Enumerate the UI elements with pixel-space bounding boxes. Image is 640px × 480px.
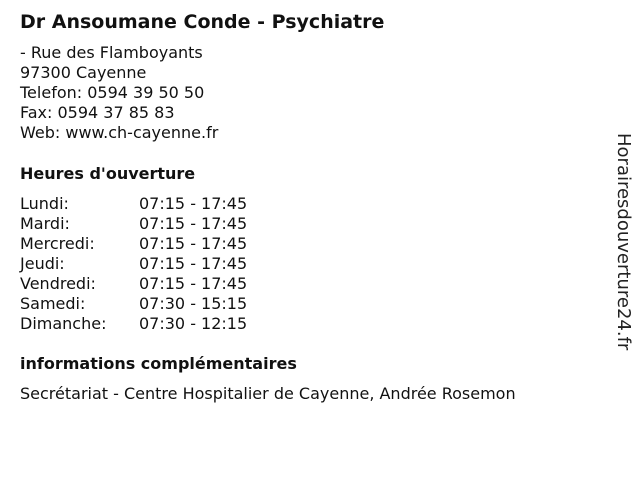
hours-row-wednesday [20,234,247,254]
hours-day: Vendredi: [20,274,96,293]
fax-line: Fax: 0594 37 85 83 [20,103,175,122]
hours-time: 07:30 - 15:15 [139,294,248,313]
web-line: Web: www.ch-cayenne.fr [20,123,219,142]
additional-info-heading: informations complémentaires [20,354,297,373]
hours-day: Lundi: [20,194,69,213]
hours-time: 07:15 - 17:45 [139,214,248,233]
address-block [20,43,218,143]
hours-day: Mercredi: [20,234,95,253]
phone-line: Telefon: 0594 39 50 50 [20,83,205,102]
hours-row-friday [20,274,247,294]
hours-time: 07:15 - 17:45 [139,194,248,213]
opening-hours-heading: Heures d'ouverture [20,164,196,183]
hours-time: 07:15 - 17:45 [139,254,248,273]
hours-day: Mardi: [20,214,70,233]
hours-time: 07:15 - 17:45 [139,274,248,293]
additional-info-text: Secrétariat - Centre Hospitalier de Cayenne, Andrée Rosemon [20,384,516,403]
city-line: 97300 Cayenne [20,63,147,82]
hours-row-monday [20,194,247,214]
hours-row-tuesday [20,214,247,234]
hours-row-sunday [20,314,247,334]
hours-day: Dimanche: [20,314,107,333]
page-title: Dr Ansoumane Conde - Psychiatre [20,11,385,33]
hours-day: Samedi: [20,294,86,313]
hours-row-saturday [20,294,247,314]
hours-time: 07:15 - 17:45 [139,234,248,253]
opening-hours-table [20,194,247,334]
hours-day: Jeudi: [20,254,65,273]
site-watermark: Horairesdouverture24.fr [613,133,634,351]
hours-time: 07:30 - 12:15 [139,314,248,333]
street-line: - Rue des Flamboyants [20,43,203,62]
hours-row-thursday [20,254,247,274]
